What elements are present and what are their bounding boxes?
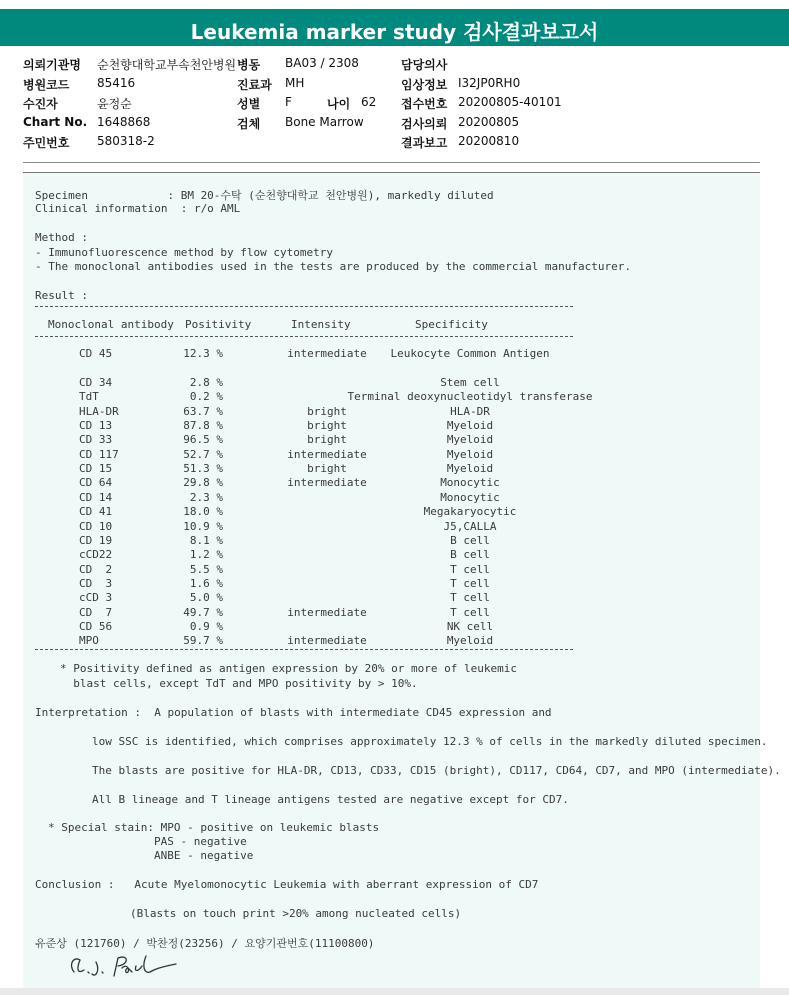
method-line-2: - The monoclonal antibodies used in the tests are produced by the commercial manufacturer.: [35, 260, 632, 273]
cell-positivity: 52.7 %: [183, 447, 223, 461]
institution-label: 의뢰기관명: [23, 58, 81, 72]
cell-antibody: cCD 3: [79, 591, 113, 605]
ward-label: 병동: [237, 58, 261, 72]
cell-specificity: Stem cell: [440, 376, 500, 389]
cell-intensity: intermediate: [287, 447, 367, 461]
interpretation-line-4: All B lineage and T lineage antigens tested are negative except for CD7.: [92, 793, 569, 806]
cell-positivity: 2.3 %: [189, 490, 223, 504]
rrn-value: 580318-2: [97, 134, 155, 148]
cell-antibody: CD 10: [79, 519, 113, 533]
cell-positivity: 0.9 %: [189, 619, 223, 633]
cell-specificity: HLA-DR: [450, 404, 490, 418]
cell-intensity: bright: [307, 419, 347, 433]
cell-positivity: 1.2 %: [189, 548, 223, 562]
cell-antibody: cCD22: [79, 548, 113, 562]
cell-specificity: T cell: [450, 605, 490, 619]
result-title: Result :: [35, 289, 88, 302]
chart-no-value: 1648868: [97, 115, 151, 129]
interpretation-line-1: Interpretation : A population of blasts with intermediate CD45 expression and: [35, 706, 552, 719]
table-bottom-rule: [35, 649, 573, 650]
cell-specificity: Myeloid: [446, 462, 494, 476]
request-date-label: 검사의뢰: [401, 117, 448, 131]
conclusion-line-1: Conclusion : Acute Myelomonocytic Leukemia with aberrant expression of CD7: [35, 878, 539, 891]
col-positivity-header: Positivity: [185, 318, 252, 331]
cell-antibody: CD 56: [79, 619, 113, 633]
age-label: 나이: [327, 97, 351, 111]
cell-positivity: 63.7 %: [183, 404, 223, 418]
conclusion-line-2: (Blasts on touch print >20% among nucleated cells): [130, 907, 462, 920]
cell-positivity: 2.8 %: [189, 376, 223, 389]
cell-positivity: 10.9 %: [183, 519, 223, 533]
cell-antibody: TdT: [79, 390, 99, 404]
cell-positivity: 0.2 %: [189, 390, 223, 404]
special-stain-line-2: PAS - negative: [154, 835, 247, 848]
cell-intensity: intermediate: [287, 605, 367, 619]
cell-specificity: T cell: [450, 562, 490, 576]
physician-label: 담당의사: [401, 58, 448, 72]
cell-specificity: Myeloid: [446, 447, 494, 461]
cell-antibody: CD 14: [79, 490, 113, 504]
cell-positivity: 8.1 %: [189, 533, 223, 547]
chart-no-label: Chart No.: [23, 115, 88, 129]
cell-antibody: CD 15: [79, 462, 113, 476]
special-stain-line-3: ANBE - negative: [154, 849, 254, 862]
col-antibody-header: Monoclonal antibody: [48, 318, 174, 331]
accession-value: 20200805-40101: [458, 95, 562, 109]
cell-intensity: intermediate: [287, 634, 367, 648]
cell-specificity: Terminal deoxynucleotidyl transferase: [347, 390, 593, 404]
sex-value: F: [285, 95, 292, 109]
cell-positivity: 51.3 %: [183, 462, 223, 476]
hospital-code-label: 병원코드: [23, 78, 70, 92]
cell-antibody: CD 3: [79, 576, 113, 590]
cell-specificity: B cell: [450, 533, 490, 547]
dept-label: 진료과: [237, 78, 272, 92]
footnote-line-1: * Positivity defined as antigen expression by 20% or more of leukemic: [60, 662, 517, 675]
special-stain-line-1: * Special stain: MPO - positive on leukemic blasts: [48, 821, 380, 834]
cell-antibody: CD 19: [79, 533, 113, 547]
cell-intensity: intermediate: [287, 476, 367, 490]
table-top-rule: [35, 306, 573, 307]
institution-value: 순천향대학교부속천안병원: [97, 58, 237, 72]
footnote-line-2: blast cells, except TdT and MPO positivity by > 10%.: [60, 677, 418, 690]
cell-specificity: Leukocyte Common Antigen: [390, 347, 550, 360]
patient-value: 윤정순: [97, 97, 132, 111]
signers-line: 유준상 (121760) / 박찬정(23256) / 요양기관번호(11100800): [35, 937, 375, 950]
clinical-info-line: Clinical information : r/o AML: [35, 202, 241, 215]
clinical-info-value: I32JP0RH0: [458, 76, 521, 90]
cell-positivity: 5.5 %: [189, 562, 223, 576]
rrn-label: 주민번호: [23, 136, 70, 150]
table-header-rule: [35, 336, 573, 337]
dept-value: MH: [285, 76, 305, 90]
age-value: 62: [361, 95, 377, 109]
clinical-info-label: 임상정보: [401, 78, 448, 92]
hospital-code-value: 85416: [97, 76, 136, 90]
report-date-label: 결과보고: [401, 136, 448, 150]
col-specificity-header: Specificity: [415, 318, 488, 331]
cell-specificity: T cell: [450, 591, 490, 605]
cell-specificity: Monocytic: [440, 490, 500, 504]
method-line-1: - Immunofluorescence method by flow cytometry: [35, 246, 334, 259]
cell-positivity: 29.8 %: [183, 476, 223, 490]
cell-positivity: 49.7 %: [183, 605, 223, 619]
cell-specificity: Myeloid: [446, 634, 494, 648]
cell-specificity: Myeloid: [446, 419, 494, 433]
cell-intensity: bright: [307, 462, 347, 476]
cell-specificity: T cell: [450, 576, 490, 590]
report-date-value: 20200810: [458, 134, 520, 148]
cell-antibody: MPO: [79, 634, 99, 648]
col-intensity-header: Intensity: [291, 318, 351, 331]
page-title: Leukemia marker study 검사결과보고서: [190, 20, 599, 44]
interpretation-line-2: low SSC is identified, which comprises approximately 12.3 % of cells in the markedly diluted specimen.: [92, 735, 768, 748]
interpretation-line-3: The blasts are positive for HLA-DR, CD13, CD33, CD15 (bright), CD117, CD64, CD7, and MPO (intermediate).: [92, 764, 781, 777]
cell-intensity: bright: [307, 404, 347, 418]
cell-positivity: 59.7 %: [183, 634, 223, 648]
ward-value: BA03 / 2308: [285, 56, 359, 70]
specimen-type-value: Bone Marrow: [285, 115, 364, 129]
sex-label: 성별: [237, 97, 261, 111]
cell-antibody: CD 41: [79, 505, 113, 519]
cell-specificity: B cell: [450, 548, 490, 562]
cell-antibody: CD 64: [79, 476, 113, 490]
cell-antibody: HLA-DR: [79, 404, 119, 418]
cell-antibody: CD 33: [79, 433, 113, 447]
cell-positivity: 12.3 %: [183, 347, 223, 360]
cell-specificity: Megakaryocytic: [423, 505, 517, 519]
title-bar: [0, 9, 789, 46]
cell-positivity: 5.0 %: [189, 591, 223, 605]
cell-antibody: CD 117: [79, 447, 119, 461]
header-divider: [23, 162, 760, 163]
cell-antibody: CD 2: [79, 562, 113, 576]
cell-specificity: Myeloid: [446, 433, 494, 447]
specimen-type-label: 검체: [237, 117, 261, 131]
cell-antibody: CD 45: [79, 347, 113, 360]
specimen-line: Specimen : BM 20-수탁 (순천향대학교 천안병원), markedly diluted: [35, 189, 494, 202]
cell-intensity: intermediate: [287, 347, 367, 360]
cell-specificity: Monocytic: [440, 476, 500, 490]
accession-label: 접수번호: [401, 97, 448, 111]
patient-label: 수진자: [23, 97, 58, 111]
report-top-rule: [23, 172, 760, 173]
cell-positivity: 1.6 %: [189, 576, 223, 590]
cell-antibody: CD 13: [79, 419, 113, 433]
cell-antibody: CD 7: [79, 605, 113, 619]
cell-specificity: NK cell: [446, 619, 494, 633]
cell-antibody: CD 34: [79, 376, 113, 389]
bottom-scroll-strip: [0, 988, 789, 995]
method-title: Method :: [35, 231, 88, 244]
request-date-value: 20200805: [458, 115, 520, 129]
cell-specificity: J5,CALLA: [443, 519, 497, 533]
cell-positivity: 87.8 %: [183, 419, 223, 433]
cell-positivity: 96.5 %: [183, 433, 223, 447]
signature-image: [66, 950, 186, 980]
cell-positivity: 18.0 %: [183, 505, 223, 519]
cell-intensity: bright: [307, 433, 347, 447]
